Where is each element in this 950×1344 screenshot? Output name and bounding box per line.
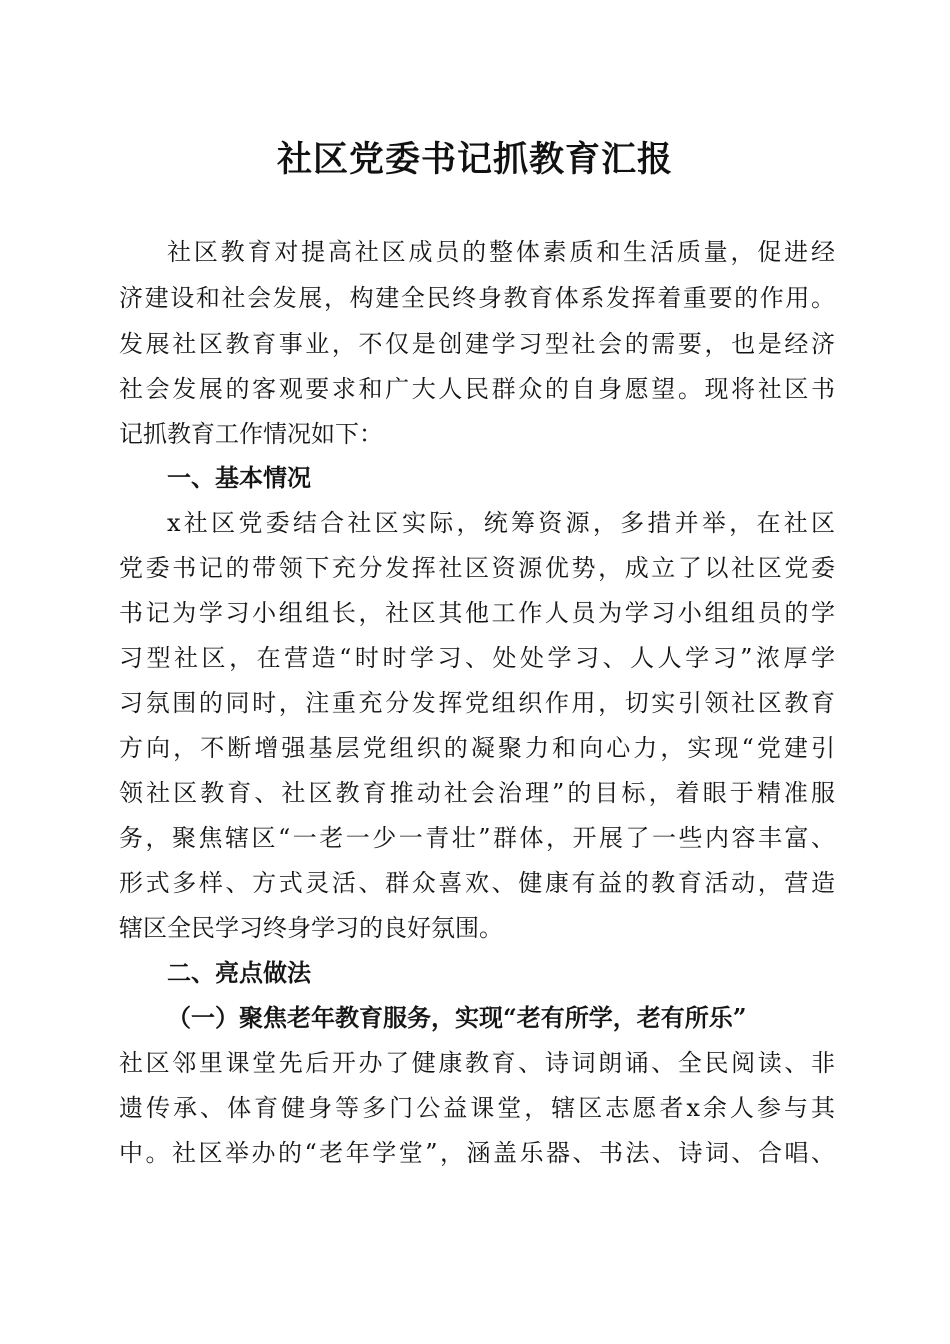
section-heading: 一、基本情况 [167, 464, 311, 492]
section-heading: 二、亮点做法 [167, 959, 311, 987]
paragraph-line: 党委书记的带领下充分发挥社区资源优势，成立了以社区党委 [119, 554, 835, 582]
paragraph-line: 书记为学习小组组长，社区其他工作人员为学习小组组员的学 [119, 599, 835, 627]
paragraph-line: 中。社区举办的“老年学堂”，涵盖乐器、书法、诗词、合唱、 [119, 1139, 835, 1167]
paragraph-line: x社区党委结合社区实际，统筹资源，多措并举，在社区 [167, 509, 835, 537]
paragraph-line: 发展社区教育事业，不仅是创建学习型社会的需要，也是经济 [119, 330, 835, 358]
paragraph-line: 习氛围的同时，注重充分发挥党组织作用，切实引领社区教育 [119, 689, 835, 717]
paragraph-line: 领社区教育、社区教育推动社会治理”的目标，着眼于精准服 [119, 779, 835, 807]
paragraph-line: 记抓教育工作情况如下： [119, 420, 383, 448]
paragraph-line: 习型社区，在营造“时时学习、处处学习、人人学习”浓厚学 [119, 644, 835, 672]
paragraph-line: 方向，不断增强基层党组织的凝聚力和向心力，实现“党建引 [119, 734, 835, 762]
paragraph-line: 务，聚焦辖区“一老一少一青壮”群体，开展了一些内容丰富、 [119, 824, 835, 852]
paragraph-line: 遗传承、体育健身等多门公益课堂，辖区志愿者x余人参与其 [119, 1094, 835, 1122]
paragraph-line: 社区邻里课堂先后开办了健康教育、诗词朗诵、全民阅读、非 [119, 1049, 835, 1077]
paragraph-line: 形式多样、方式灵活、群众喜欢、健康有益的教育活动，营造 [119, 869, 835, 897]
paragraph-line: 社区教育对提高社区成员的整体素质和生活质量，促进经 [167, 238, 835, 266]
paragraph-line: 社会发展的客观要求和广大人民群众的自身愿望。现将社区书 [119, 375, 835, 403]
subsection-heading: （一）聚焦老年教育服务，实现“老有所学，老有所乐” [167, 1003, 747, 1032]
paragraph-line: 济建设和社会发展，构建全民终身教育体系发挥着重要的作用。 [119, 284, 835, 312]
paragraph-line: 辖区全民学习终身学习的良好氛围。 [119, 914, 503, 942]
document-title: 社区党委书记抓教育汇报 [276, 139, 673, 180]
